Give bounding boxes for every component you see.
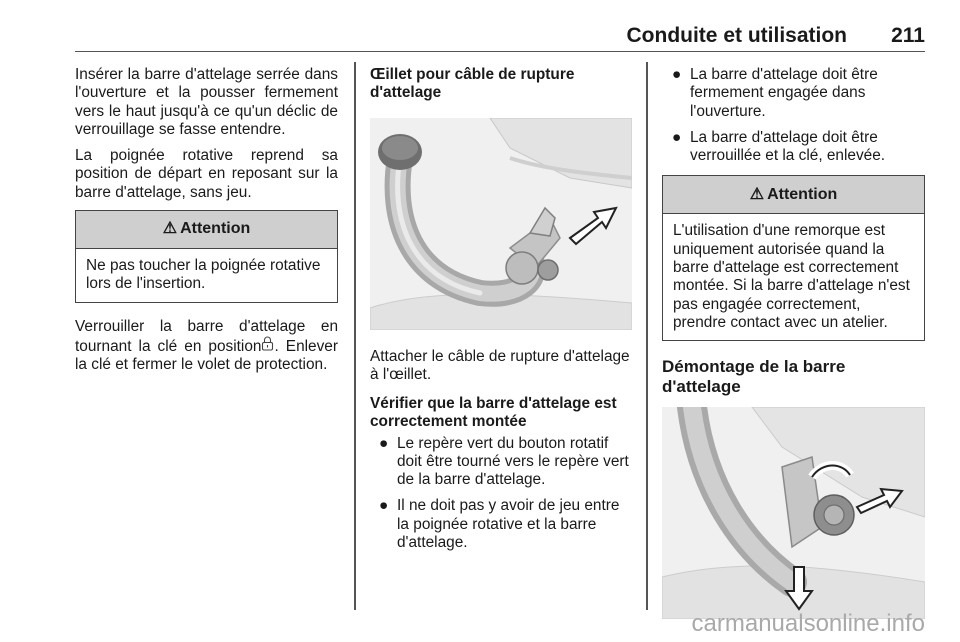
attention-title: Attention [180, 220, 251, 238]
list-item [662, 66, 925, 121]
section-title: Conduite et utilisation [626, 24, 847, 47]
attention-title: Attention [767, 185, 838, 203]
requirement-list [662, 66, 925, 165]
paragraph-lock [75, 318, 338, 375]
paragraph-handle: La poignée rotative reprend sa position de départ en reposant sur la barre d'attelage, sans jeu. [75, 147, 338, 201]
column-divider [646, 62, 648, 610]
unlock-icon [261, 336, 274, 355]
bullet-icon: ● [379, 434, 389, 452]
list-item [370, 497, 632, 552]
lock-text-end: . Enlever la clé et fermer le volet de protection. [75, 337, 338, 374]
column-left [75, 66, 338, 383]
paragraph-attach-cable: Attacher le câble de rupture d'attelage à l'œillet. [370, 348, 630, 384]
heading-eyelet: Œillet pour câble de rupture d'attelage [370, 66, 575, 101]
list-item-text: Il ne doit pas y avoir de jeu entre la poignée rotative et la barre d'attelage. [397, 497, 620, 552]
lock-text-start: Verrouiller la barre d'attelage en tournant la clé en position [75, 317, 338, 355]
page-header [75, 22, 925, 52]
bullet-icon: ● [672, 66, 682, 83]
list-item [370, 435, 632, 490]
heading-check-mount: Vérifier que la barre d'attelage est correctement montée [370, 394, 617, 430]
list-item-text: La barre d'attelage doit être verrouillée et la clé, enlevée. [690, 128, 886, 165]
column-right [662, 66, 925, 619]
page-number: 211 [891, 24, 925, 47]
list-item-text: Le repère vert du bouton rotatif doit être tourné vers le repère vert de la barre d'attelage. [397, 434, 629, 489]
watermark: carmanualsonline.info [691, 610, 925, 637]
warning-icon: ⚠ [749, 185, 765, 203]
attention-header [76, 211, 337, 249]
attention-text: L'utilisation d'une remorque est uniquement autorisée quand la barre d'attelage est correctement montée. Si la barre d'attelage n'est pas engagée correctement, prendre contact avec un atelier. [673, 222, 910, 331]
tow-bar-removal-illustration [662, 407, 925, 619]
list-item-text: La barre d'attelage doit être fermement engagée dans l'ouverture. [690, 66, 878, 120]
column-divider [354, 62, 356, 610]
column-middle [370, 66, 632, 560]
attention-text: Ne pas toucher la poignée rotative lors de l'insertion. [86, 257, 321, 293]
attention-box [662, 175, 925, 341]
paragraph-insert: Insérer la barre d'attelage serrée dans l'ouverture et la pousser fermement vers le haut jusqu'à ce qu'un déclic de verrouillage se fasse entendre. [75, 66, 338, 138]
check-list [370, 435, 632, 553]
heading-removal: Démontage de la barre d'attelage [662, 357, 846, 397]
figure-removal [662, 407, 925, 619]
warning-icon: ⚠ [162, 220, 178, 238]
attention-header [663, 176, 924, 214]
bullet-icon: ● [379, 497, 389, 515]
tow-bar-eyelet-illustration [370, 118, 632, 330]
attention-box [75, 210, 338, 303]
bullet-icon: ● [672, 128, 682, 146]
list-item [662, 129, 925, 166]
figure-eyelet [370, 118, 632, 330]
